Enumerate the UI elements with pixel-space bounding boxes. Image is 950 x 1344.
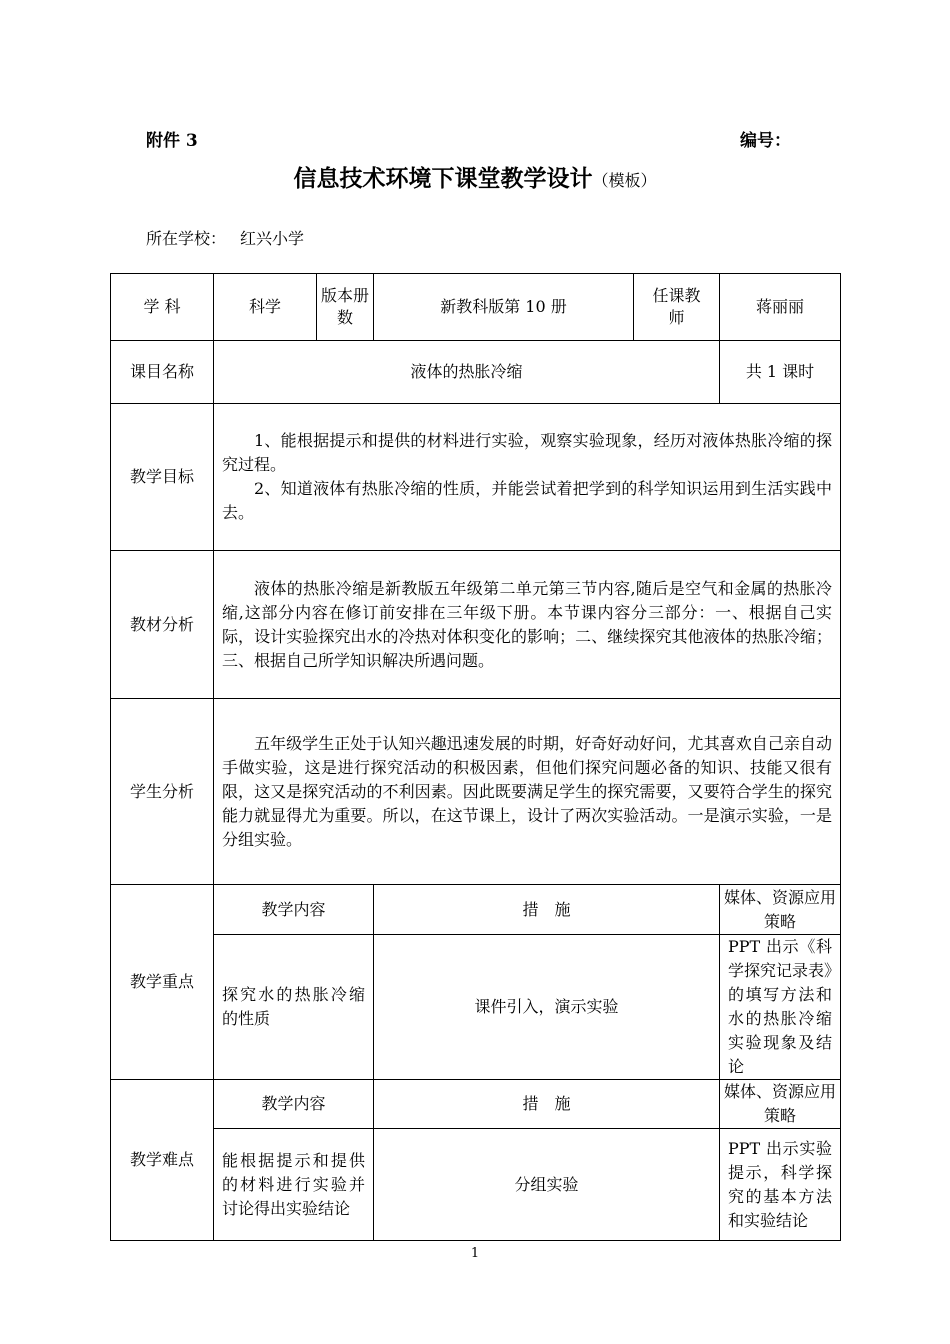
course-value: 液体的热胀冷缩 [214,341,720,404]
material-content [214,551,841,699]
difficulty-col-media: 媒体、资源应用策略 [720,1080,841,1129]
table-row-basic [111,274,841,341]
title-main: 信息技术环境下课堂教学设计 [293,165,593,192]
school-value: 红兴小学 [240,229,305,248]
difficulty-content: 能根据提示和提供的材料进行实验并讨论得出实验结论 [214,1129,374,1241]
goals-label: 教学目标 [111,404,214,551]
table-row-keypoint-header [111,885,841,935]
keypoint-col-content: 教学内容 [214,885,374,935]
edition-label: 版本册数 [317,274,374,341]
goal-item: 2、知道液体有热胀冷缩的性质，并能尝试着把学到的科学知识运用到生活实践中去。 [222,479,832,522]
difficulty-label: 教学难点 [111,1080,214,1241]
keypoint-media: PPT 出示《科学探究记录表》的填写方法和水的热胀冷缩实验现象及结论 [720,935,841,1080]
school-line [146,226,304,249]
attachment-label: 附件 3 [146,131,198,151]
title-sub: （模板） [592,171,657,190]
course-label: 课目名称 [111,341,214,404]
keypoint-measure: 课件引入，演示实验 [374,935,720,1080]
page-number: 1 [470,1246,480,1261]
keypoint-col-measure: 措 施 [374,885,720,935]
students-content [214,699,841,885]
material-label: 教材分析 [111,551,214,699]
difficulty-col-measure: 措 施 [374,1080,720,1129]
table-row-material [111,551,841,699]
students-text: 五年级学生正处于认知兴趣迅速发展的时期，好奇好动好问，尤其喜欢自己亲自动手做实验，这是进行探究活动的积极因素，但他们探究问题必备的知识、技能又很有限，这又是探究活动的不利因素。因此既要满足学生的探究需要，又要符合学生的探究能力就显得尤为重要。所以，在这节课上，设计了两次实验活动。一是演示实验，一是分组实验。 [222,733,832,849]
table-row-difficulty [111,1129,841,1241]
table-row-students [111,699,841,885]
keypoint-col-media: 媒体、资源应用策略 [720,885,841,935]
students-label: 学生分析 [111,699,214,885]
teacher-label: 任课教师 [634,274,720,341]
edition-value: 新教科版第 10 册 [374,274,634,341]
difficulty-col-content: 教学内容 [214,1080,374,1129]
subject-label: 学 科 [111,274,214,341]
subject-value: 科学 [214,274,317,341]
lesson-design-table [110,273,841,1241]
goal-item: 1、能根据提示和提供的材料进行实验，观察实验现象，经历对液体热胀冷缩的探究过程。 [222,431,832,474]
table-row-keypoint [111,935,841,1080]
hours-value: 共 1 课时 [720,341,841,404]
teacher-value: 蒋丽丽 [720,274,841,341]
difficulty-measure: 分组实验 [374,1129,720,1241]
goals-content [214,404,841,551]
table-row-course [111,341,841,404]
difficulty-media: PPT 出示实验提示，科学探究的基本方法和实验结论 [720,1129,841,1241]
keypoint-content: 探究水的热胀冷缩的性质 [214,935,374,1080]
table-row-difficulty-header [111,1080,841,1129]
number-label: 编号： [740,131,791,151]
keypoint-label: 教学重点 [111,885,214,1080]
material-text: 液体的热胀冷缩是新教版五年级第二单元第三节内容,随后是空气和金属的热胀冷缩,这部分内容在修订前安排在三年级下册。本节课内容分三部分：一、根据自己实际，设计实验探究出水的冷热对体积变化的影响；二、继续探究其他液体的热胀冷缩；三、根据自己所学知识解决所遇问题。 [222,578,832,670]
page-title [0,160,950,193]
school-label: 所在学校： [146,229,227,248]
table-row-goals [111,404,841,551]
